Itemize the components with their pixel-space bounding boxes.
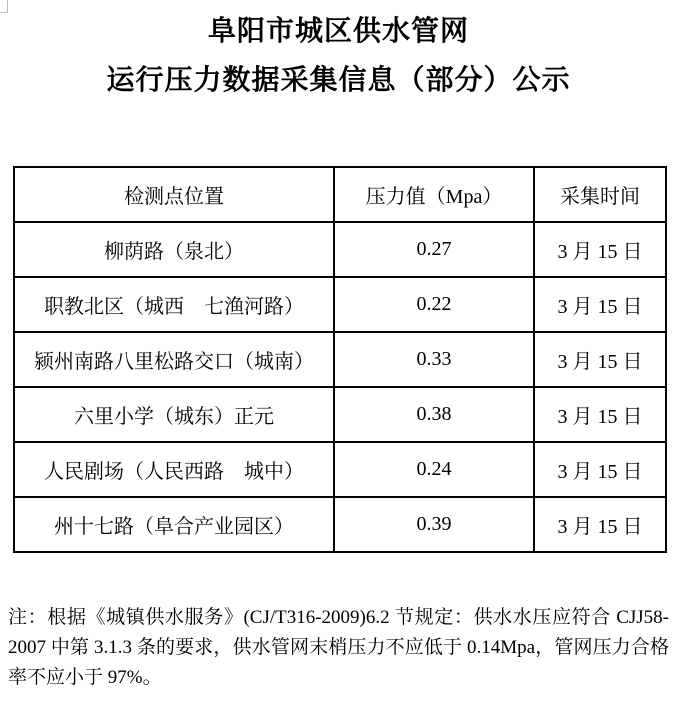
- cell-location: 六里小学（城东）正元: [14, 387, 334, 442]
- cell-location: 柳荫路（泉北）: [14, 222, 334, 277]
- cell-date: 3 月 15 日: [534, 277, 666, 332]
- cell-date: 3 月 15 日: [534, 222, 666, 277]
- cell-date: 3 月 15 日: [534, 387, 666, 442]
- title-line-1: 阜阳市城区供水管网: [207, 16, 469, 47]
- cell-location: 州十七路（阜合产业园区）: [14, 497, 334, 552]
- table-row: [14, 387, 666, 442]
- cell-pressure: 0.39: [334, 497, 534, 552]
- document-title: [0, 0, 677, 99]
- cell-location: 人民剧场（人民西路 城中）: [14, 442, 334, 497]
- cell-pressure: 0.24: [334, 442, 534, 497]
- cell-pressure: 0.38: [334, 387, 534, 442]
- cell-pressure: 0.33: [334, 332, 534, 387]
- title-line-2: 运行压力数据采集信息（部分）公示: [106, 65, 571, 96]
- table-row: [14, 332, 666, 387]
- header-location: 检测点位置: [14, 167, 334, 222]
- footnote: 注：根据《城镇供水服务》(CJ/T316-2009)6.2 节规定：供水水压应符合 CJJ58-2007 中第 3.1.3 条的要求，供水管网末梢压力不应低于 0.14Mpa，管网压力合格率不应小于 97%。: [8, 607, 669, 688]
- cell-pressure: 0.22: [334, 277, 534, 332]
- pressure-data-table: [13, 166, 667, 553]
- table-row: [14, 222, 666, 277]
- header-pressure: 压力值（Mpa）: [334, 167, 534, 222]
- cell-location: 职教北区（城西 七渔河路）: [14, 277, 334, 332]
- page-corner-artifact: [0, 0, 8, 13]
- table-header-row: [14, 167, 666, 222]
- cell-date: 3 月 15 日: [534, 332, 666, 387]
- cell-location: 颍州南路八里松路交口（城南）: [14, 332, 334, 387]
- cell-date: 3 月 15 日: [534, 442, 666, 497]
- table-row: [14, 497, 666, 552]
- cell-date: 3 月 15 日: [534, 497, 666, 552]
- cell-pressure: 0.27: [334, 222, 534, 277]
- table-row: [14, 442, 666, 497]
- header-date: 采集时间: [534, 167, 666, 222]
- table-row: [14, 277, 666, 332]
